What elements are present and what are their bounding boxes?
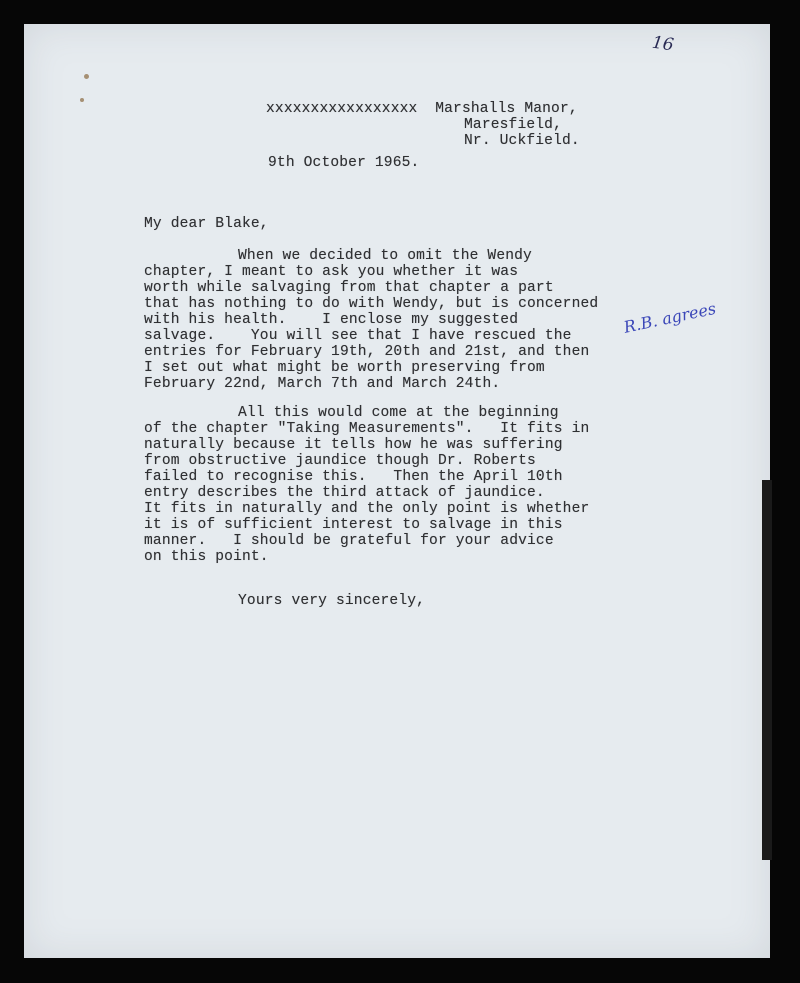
paragraph-1-line: with his health. I enclose my suggested [144,312,519,328]
ink-smudge [84,74,89,79]
paragraph-2-line: from obstructive jaundice though Dr. Roberts [144,453,536,469]
address-line-2: Maresfield, [464,117,562,133]
letter-date: 9th October 1965. [268,155,420,171]
paragraph-1-line: salvage. You will see that I have rescued the [144,328,572,344]
page-edge-shadow [762,480,772,860]
paragraph-1-line: February 22nd, March 7th and March 24th. [144,376,501,392]
page-number-annotation: 16 [650,32,675,56]
paragraph-2-line: manner. I should be grateful for your advice [144,533,554,549]
ink-smudge [80,98,84,102]
paragraph-1-line: I set out what might be worth preserving from [144,360,545,376]
paragraph-2-line: it is of sufficient interest to salvage in this [144,517,563,533]
salutation: My dear Blake, [144,216,269,232]
paragraph-1-line: When we decided to omit the Wendy [238,248,532,264]
address-line-1: xxxxxxxxxxxxxxxxx Marshalls Manor, [266,101,578,117]
paragraph-2-line: All this would come at the beginning [238,405,559,421]
address-line-3: Nr. Uckfield. [464,133,580,149]
paragraph-2-line: naturally because it tells how he was suffering [144,437,563,453]
paragraph-2-line: of the chapter "Taking Measurements". It fits in [144,421,590,437]
paragraph-2-line: failed to recognise this. Then the April 10th [144,469,563,485]
paragraph-1-line: that has nothing to do with Wendy, but is concerned [144,296,599,312]
closing: Yours very sincerely, [238,593,426,609]
paragraph-2-line: It fits in naturally and the only point is whether [144,501,590,517]
margin-note-annotation: R.B. agrees [622,298,718,337]
paragraph-1-line: chapter, I meant to ask you whether it was [144,264,519,280]
paragraph-1-line: worth while salvaging from that chapter a part [144,280,554,296]
paragraph-2-line: on this point. [144,549,269,565]
paragraph-1-line: entries for February 19th, 20th and 21st, and then [144,344,590,360]
paragraph-2-line: entry describes the third attack of jaundice. [144,485,545,501]
